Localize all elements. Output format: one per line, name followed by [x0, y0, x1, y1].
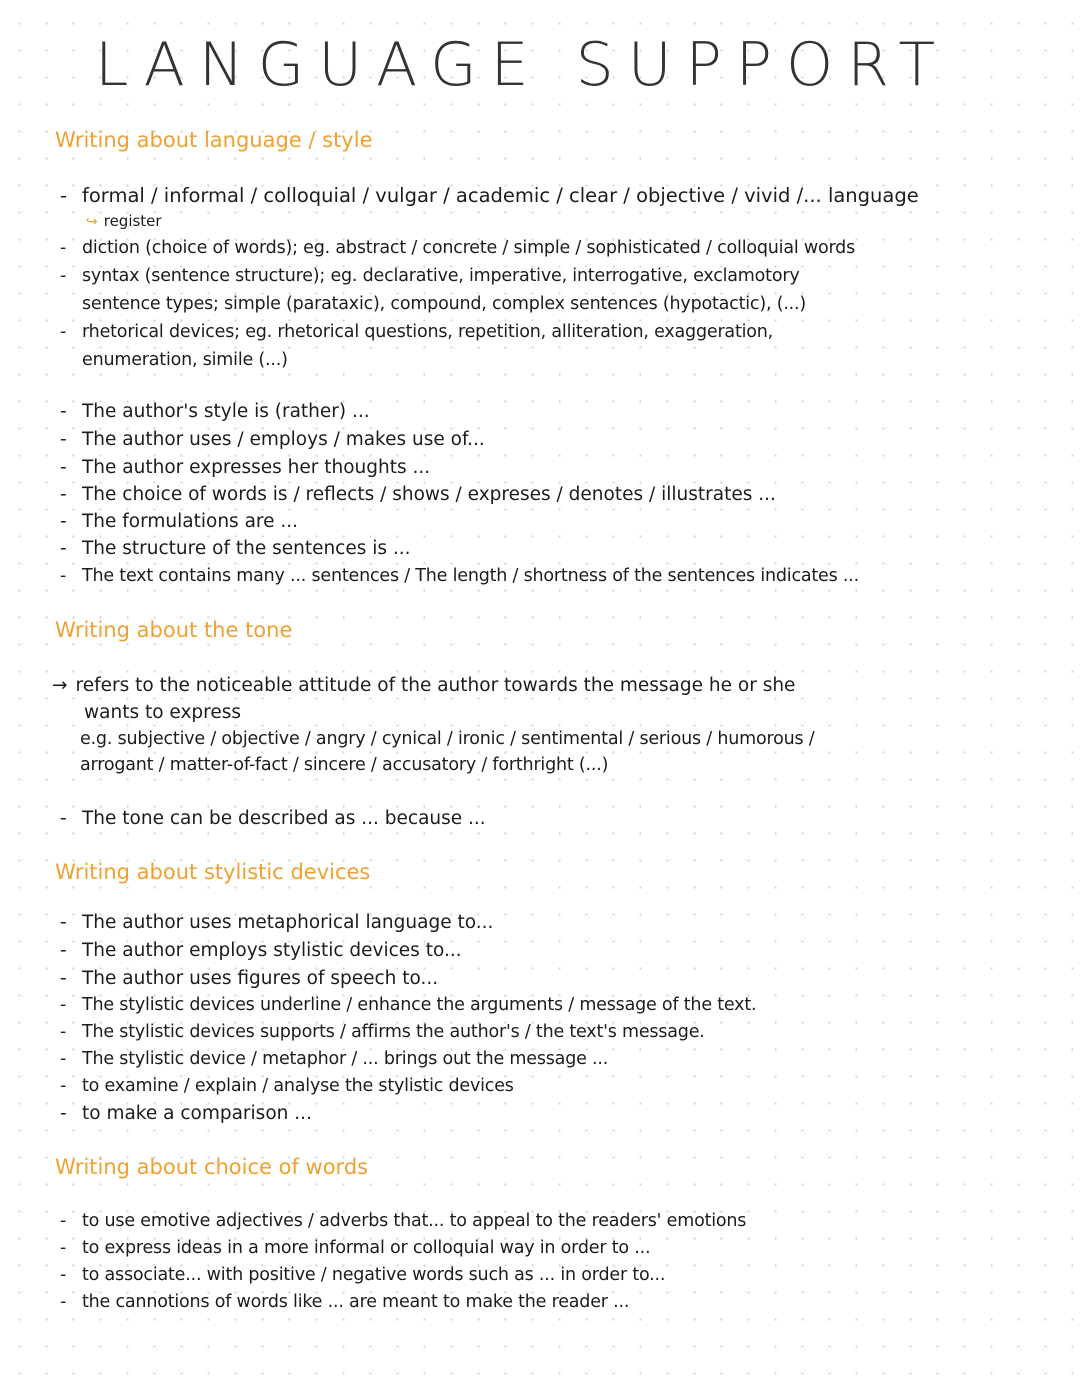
list-item: sentence types; simple (parataxic), compound, complex sentences (hypotactic), (...) — [82, 294, 807, 314]
list-item: - The author uses / employs / makes use of... — [60, 429, 485, 450]
list-item: - The author uses metaphorical language to... — [60, 912, 494, 933]
heading-tone: Writing about the tone — [55, 618, 293, 642]
list-item: - to make a comparison ... — [60, 1103, 312, 1124]
list-item: - to examine / explain / analyse the stylistic devices — [60, 1076, 514, 1096]
list-item: - The tone can be described as ... because ... — [60, 808, 486, 829]
heading-language-style: Writing about language / style — [55, 128, 373, 152]
dash-icon: - — [60, 401, 67, 422]
dash-icon: - — [60, 184, 68, 207]
page-title: LANGUAGE SUPPORT — [95, 30, 950, 100]
dash-icon: - — [60, 1049, 67, 1069]
list-item: - rhetorical devices; eg. rhetorical questions, repetition, alliteration, exaggeration, — [60, 322, 774, 342]
dash-icon: - — [60, 1103, 67, 1124]
list-item: - The text contains many ... sentences / The length / shortness of the sentences indicates ... — [60, 566, 859, 586]
list-item: - diction (choice of words); eg. abstract / concrete / simple / sophisticated / colloquial words — [60, 238, 856, 258]
list-item: - to express ideas in a more informal or colloquial way in order to ... — [60, 1238, 651, 1258]
list-item: - to associate... with positive / negative words such as ... in order to... — [60, 1265, 666, 1285]
list-item: - syntax (sentence structure); eg. declarative, imperative, interrogative, exclamotory — [60, 266, 800, 286]
list-item: e.g. subjective / objective / angry / cynical / ironic / sentimental / serious / humorous / — [80, 729, 815, 749]
heading-choice-of-words: Writing about choice of words — [55, 1155, 369, 1179]
dash-icon: - — [60, 995, 67, 1015]
heading-stylistic-devices: Writing about stylistic devices — [55, 860, 371, 884]
list-item: - formal / informal / colloquial / vulgar / academic / clear / objective / vivid /... language — [60, 184, 919, 207]
dash-icon: - — [60, 322, 67, 342]
list-item: - The author uses figures of speech to... — [60, 968, 439, 989]
list-item: wants to express — [84, 702, 242, 723]
list-item: - The structure of the sentences is ... — [60, 538, 411, 559]
list-item: - The stylistic devices supports / affirms the author's / the text's message. — [60, 1022, 705, 1042]
list-item: - The author employs stylistic devices to... — [60, 940, 462, 961]
list-item: - The author's style is (rather) ... — [60, 401, 370, 422]
dash-icon: - — [60, 968, 67, 989]
dash-icon: - — [60, 457, 67, 478]
dash-icon: - — [60, 429, 67, 450]
list-item: - to use emotive adjectives / adverbs that... to appeal to the readers' emotions — [60, 1211, 747, 1231]
dash-icon: - — [60, 1238, 67, 1258]
dash-icon: - — [60, 1265, 67, 1285]
dash-icon: - — [60, 538, 67, 559]
dash-icon: - — [60, 940, 67, 961]
dash-icon: - — [60, 238, 67, 258]
dash-icon: - — [60, 266, 67, 286]
dash-icon: - — [60, 912, 67, 933]
dash-icon: - — [60, 1076, 67, 1096]
list-item: enumeration, simile (...) — [82, 350, 288, 370]
dash-icon: - — [60, 511, 67, 532]
dash-icon: - — [60, 566, 67, 586]
list-item: - The stylistic device / metaphor / ... brings out the message ... — [60, 1049, 609, 1069]
dash-icon: - — [60, 1292, 67, 1312]
list-item: - The formulations are ... — [60, 511, 299, 532]
list-item: - The choice of words is / reflects / shows / expreses / denotes / illustrates ... — [60, 484, 776, 505]
dash-icon: - — [60, 1211, 67, 1231]
list-item: arrogant / matter-of-fact / sincere / accusatory / forthright (...) — [80, 755, 609, 775]
list-item: → refers to the noticeable attitude of the author towards the message he or she — [52, 675, 796, 696]
list-item: - The author expresses her thoughts ... — [60, 457, 431, 478]
list-item: ↪ register — [86, 212, 162, 230]
arrow-icon: ↪ — [86, 214, 98, 230]
dash-icon: - — [60, 484, 67, 505]
dash-icon: - — [60, 1022, 67, 1042]
list-item: - The stylistic devices underline / enhance the arguments / message of the text. — [60, 995, 757, 1015]
dash-icon: - — [60, 808, 67, 829]
arrow-icon: → — [52, 675, 68, 696]
list-item: - the cannotions of words like ... are meant to make the reader ... — [60, 1292, 630, 1312]
